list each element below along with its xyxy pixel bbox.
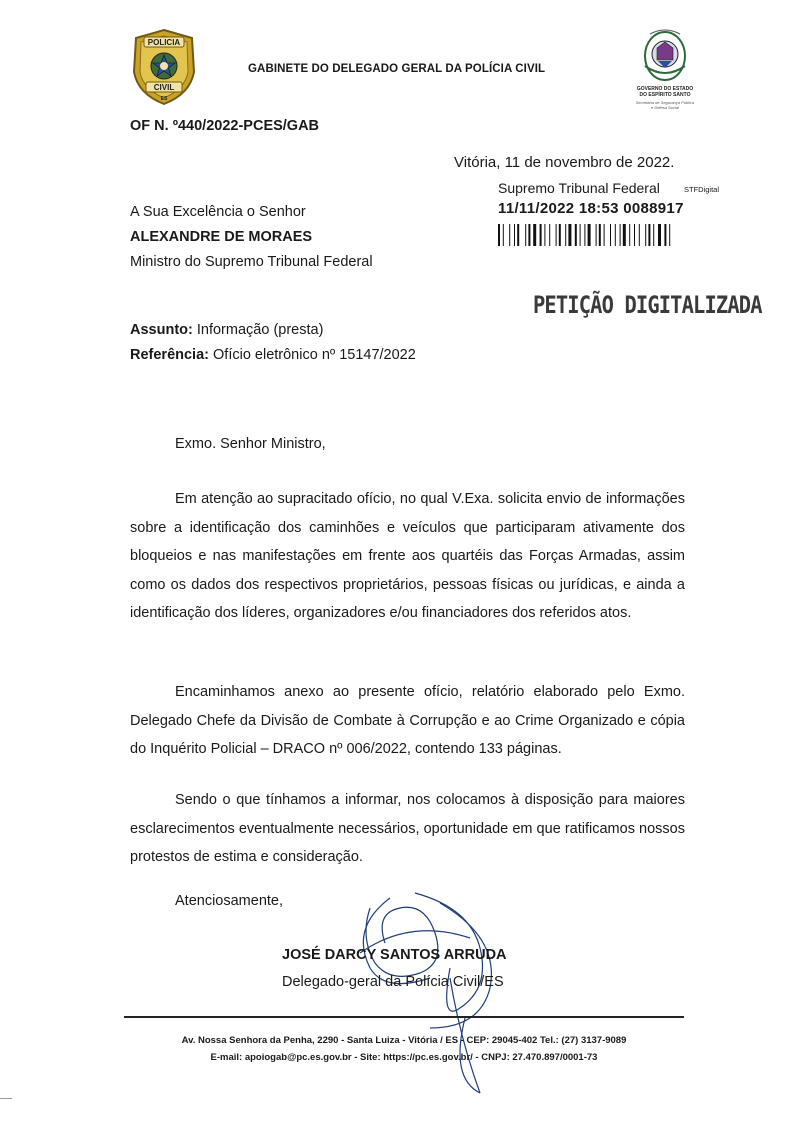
barcode-bar <box>584 224 585 246</box>
stamp-system: STFDigital <box>684 185 720 194</box>
reference-label: Referência: <box>130 347 209 363</box>
police-badge-logo <box>130 28 198 111</box>
barcode-bar <box>610 224 611 246</box>
barcode-bar <box>575 224 577 246</box>
badge-top-text: POLICIA <box>147 38 181 47</box>
gov-sub-1: Secretaria de Segurança Pública <box>635 100 695 105</box>
gov-line-2: DO ESPÍRITO SANTO <box>639 92 691 98</box>
gov-sub <box>620 100 710 110</box>
subject-value: Informação (presta) <box>196 322 324 338</box>
footer-divider <box>124 1016 684 1018</box>
addressee-block <box>130 200 373 275</box>
barcode-bar <box>615 224 616 246</box>
barcode-bar <box>596 224 597 246</box>
barcode-bar <box>533 224 536 246</box>
badge-bottom-text: CIVIL <box>153 83 175 92</box>
barcode-bar <box>525 224 526 246</box>
barcode-bar <box>588 224 591 246</box>
signer-name: JOSÉ DARCY SANTOS ARRUDA <box>282 947 507 963</box>
gov-line-1: GOVERNO DO ESTADO <box>636 86 694 92</box>
barcode-bar <box>634 224 635 246</box>
handwritten-signature <box>330 878 530 1103</box>
addressee-name: ALEXANDRE DE MORAES <box>130 229 313 245</box>
signer-role: Delegado-geral da Polícia Civil/ES <box>282 974 504 990</box>
barcode-bar <box>580 224 581 246</box>
barcode-bar <box>540 224 542 246</box>
stamp-court: Supremo Tribunal Federal <box>498 180 660 196</box>
digitized-stamp: PETIÇÃO DIGITALIZADA <box>533 291 762 319</box>
state-coat-of-arms-logo <box>620 28 710 91</box>
body-paragraph-3: Sendo o que tínhamos a informar, nos colocamos à disposição para maiores esclarecimentos eventualmente necessários, oportunidade em que ratificamos nossos protestos de estima e consideração. <box>130 792 685 865</box>
barcode-bar <box>503 224 504 246</box>
barcode-bar <box>623 224 626 246</box>
closing: Atenciosamente, <box>175 893 284 909</box>
scan-edge-mark <box>0 1098 12 1099</box>
receipt-stamp <box>490 180 740 270</box>
barcode-bar <box>629 224 630 246</box>
barcode-bar <box>620 224 621 246</box>
header-title: GABINETE DO DELEGADO GERAL DA POLÍCIA CIVIL <box>248 63 546 75</box>
footer-contact: E-mail: apoiogab@pc.es.gov.br - Site: https://pc.es.gov.br/ - CNPJ: 27.470.897/0001-73 <box>210 1052 598 1063</box>
barcode-bar <box>648 224 650 246</box>
barcode-bar <box>565 224 566 246</box>
barcode-bar <box>664 224 666 246</box>
barcode-bar <box>498 224 500 246</box>
barcode-bar <box>639 224 640 246</box>
barcode-bar <box>556 224 557 246</box>
barcode-bar <box>544 224 545 246</box>
footer-address: Av. Nossa Senhora da Penha, 2290 - Santa Luiza - Vitória / ES - CEP: 29045-402 Tel.: (27) 3137-9089 <box>181 1035 627 1046</box>
addressee-role: Ministro do Supremo Tribunal Federal <box>130 254 373 270</box>
subject-label: Assunto: <box>130 322 193 338</box>
barcode-bar <box>669 224 670 246</box>
barcode-bar <box>658 224 661 246</box>
barcode-bar <box>509 224 510 246</box>
barcode-bar <box>517 224 519 246</box>
addressee-salutation: A Sua Excelência o Senhor <box>130 204 306 220</box>
barcode-bar <box>559 224 561 246</box>
stamp-datetime: 11/11/2022 18:53 0088917 <box>498 200 684 217</box>
document-number: OF N. º440/2022-PCES/GAB <box>130 118 320 134</box>
barcode-bar <box>549 224 550 246</box>
barcode-bar <box>604 224 605 246</box>
gov-name <box>620 86 710 98</box>
barcode-bar <box>645 224 646 246</box>
barcode <box>498 224 732 246</box>
barcode-bar <box>514 224 515 246</box>
reference-value: Ofício eletrônico nº 15147/2022 <box>213 347 416 363</box>
barcode-bar <box>528 224 530 246</box>
subject-block <box>130 318 416 368</box>
body-paragraph-2: Encaminhamos anexo ao presente ofício, relatório elaborado pelo Exmo. Delegado Chefe da Divisão de Combate à Corrupção e ao Crime Organizado e cópia do Inquérito Policial – DRACO nº 006/2022, contendo 133 páginas. <box>130 684 685 757</box>
greeting: Exmo. Senhor Ministro, <box>175 436 326 452</box>
badge-state-text: ES <box>160 96 168 102</box>
barcode-bar <box>653 224 654 246</box>
barcode-bar <box>568 224 571 246</box>
gov-sub-2: e Defesa Social <box>650 105 679 110</box>
place-date: Vitória, 11 de novembro de 2022. <box>454 154 675 171</box>
barcode-bar <box>599 224 601 246</box>
body-paragraph-1: Em atenção ao supracitado ofício, no qual V.Exa. solicita envio de informações sobre a identificação dos caminhões e veículos que participaram ativamente dos bloqueios e nas manifestações em frente aos quartéis das Forças Armadas, assim como os dados dos respectivos proprietários, pessoas físicas ou jurídicas, e ainda a identificação dos líderes, organizadores e/ou financiadores dos referidos atos. <box>130 491 685 621</box>
